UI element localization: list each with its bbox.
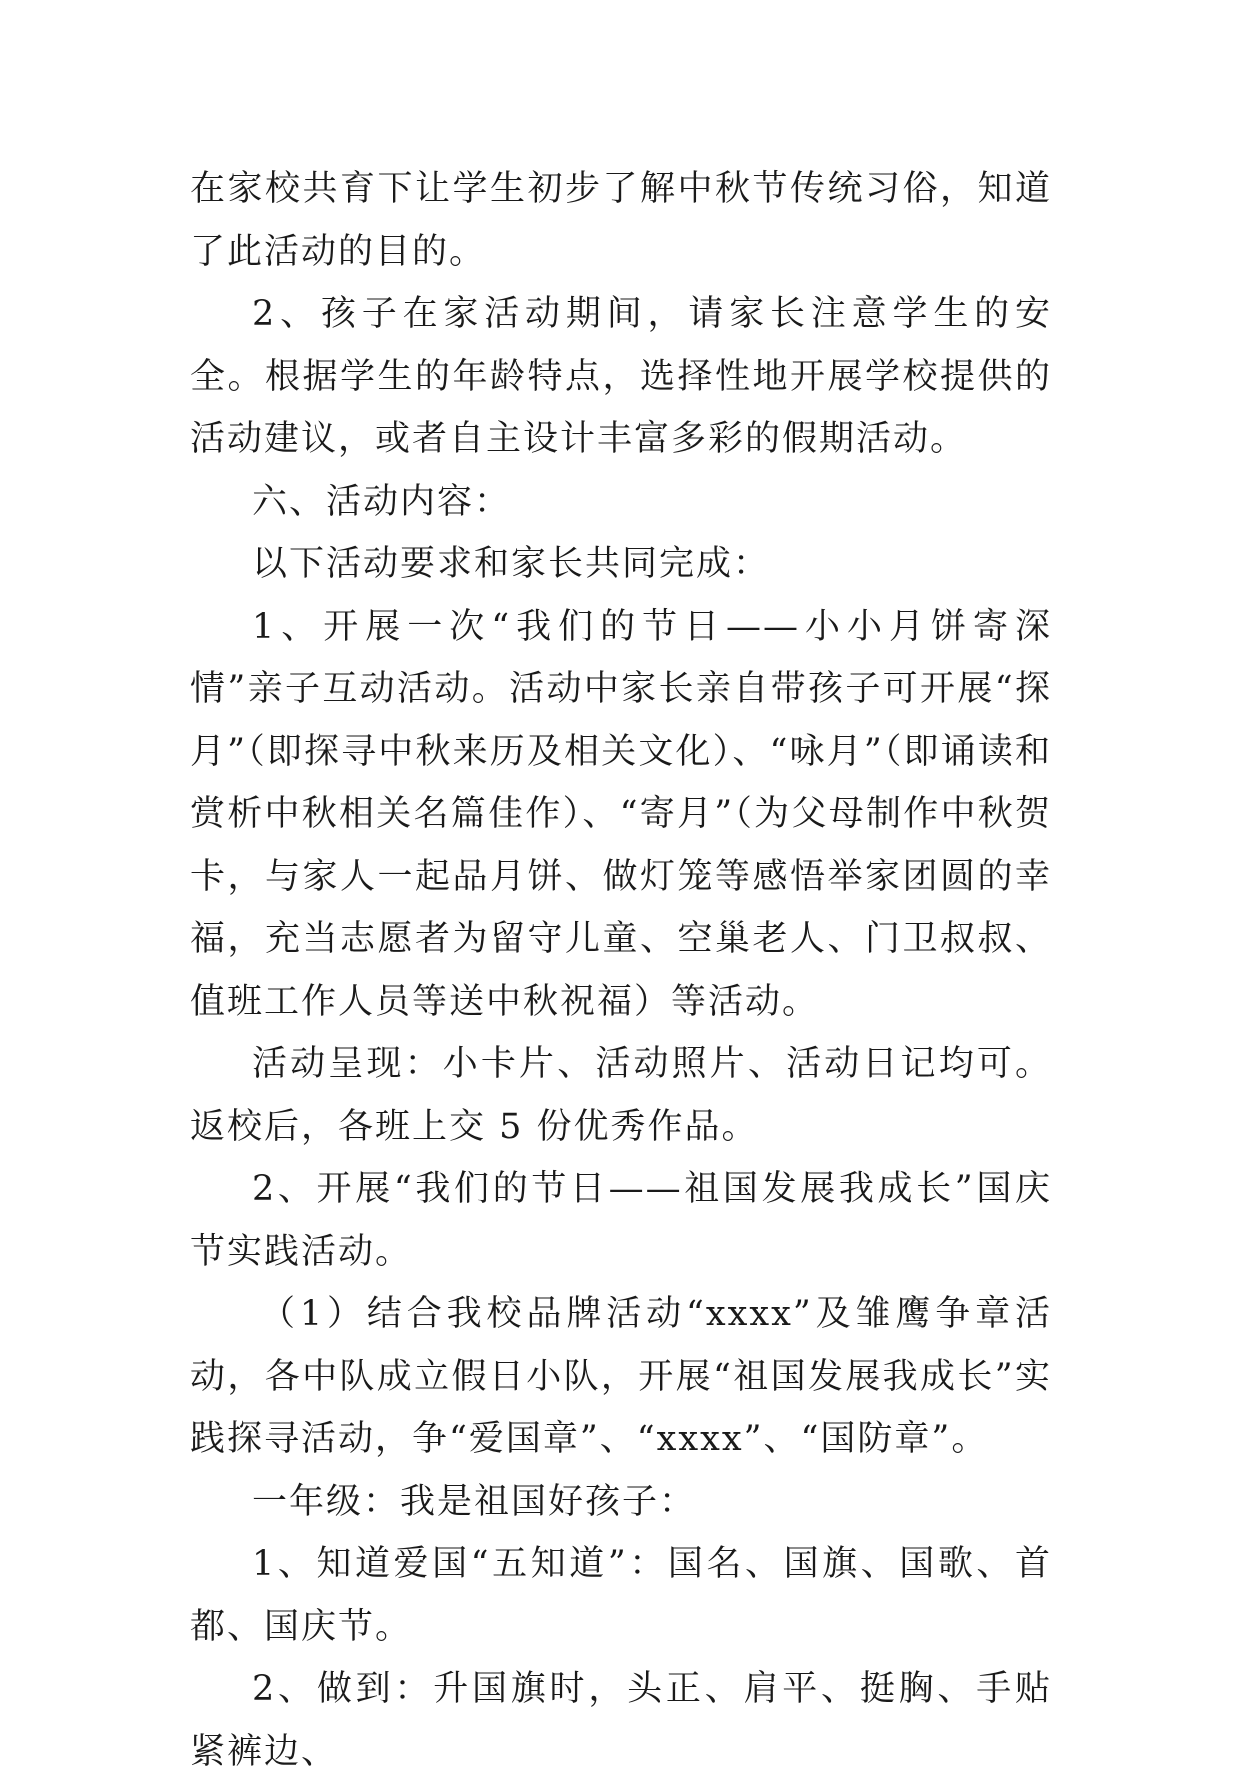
list-item-five-knows: 1、知道爱国“五知道”：国名、国旗、国歌、首都、国庆节。 [190, 1544, 1052, 1647]
section-heading-activity-content: 六、活动内容： [252, 481, 512, 522]
paragraph-safety-note: 2、孩子在家活动期间，请家长注意学生的安全。根据学生的年龄特点，选择性地开展学校提供的活动建议，或者自主设计丰富多彩的假期活动。 [190, 294, 1052, 459]
document-page [190, 158, 1052, 1783]
paragraph-continuation: 在家校共育下让学生初步了解中秋节传统习俗，知道了此活动的目的。 [190, 169, 1052, 272]
paragraph-activity-presentation: 活动呈现：小卡片、活动照片、活动日记均可。返校后，各班上交 5 份优秀作品。 [190, 1044, 1052, 1147]
subheading-grade-one: 一年级：我是祖国好孩子： [252, 1481, 697, 1522]
paragraph-intro: 以下活动要求和家长共同完成： [252, 544, 771, 584]
list-item-flag-raising: 2、做到：升国旗时，头正、肩平、挺胸、手贴紧裤边、 [190, 1669, 1052, 1772]
paragraph-badge-activity: （1）结合我校品牌活动“xxxx”及雏鹰争章活动，各中队成立假日小队，开展“祖国发展我成长”实践探寻活动，争“爱国章”、“xxxx”、“国防章”。 [190, 1294, 1052, 1459]
paragraph-national-day-activity: 2、开展“我们的节日——祖国发展我成长”国庆节实践活动。 [190, 1169, 1052, 1272]
paragraph-mid-autumn-activity: 1、开展一次“我们的节日——小小月饼寄深情”亲子互动活动。活动中家长亲自带孩子可开展“探月”（即探寻中秋来历及相关文化）、“咏月”（即诵读和赏析中秋相关名篇佳作）、“寄月”（为父母制作中秋贺卡，与家人一起品月饼、做灯笼等感悟举家团圆的幸福，充当志愿者为留守儿童、空巢老人、门卫叔叔、值班工作人员等送中秋祝福）等活动。 [190, 606, 1052, 1022]
